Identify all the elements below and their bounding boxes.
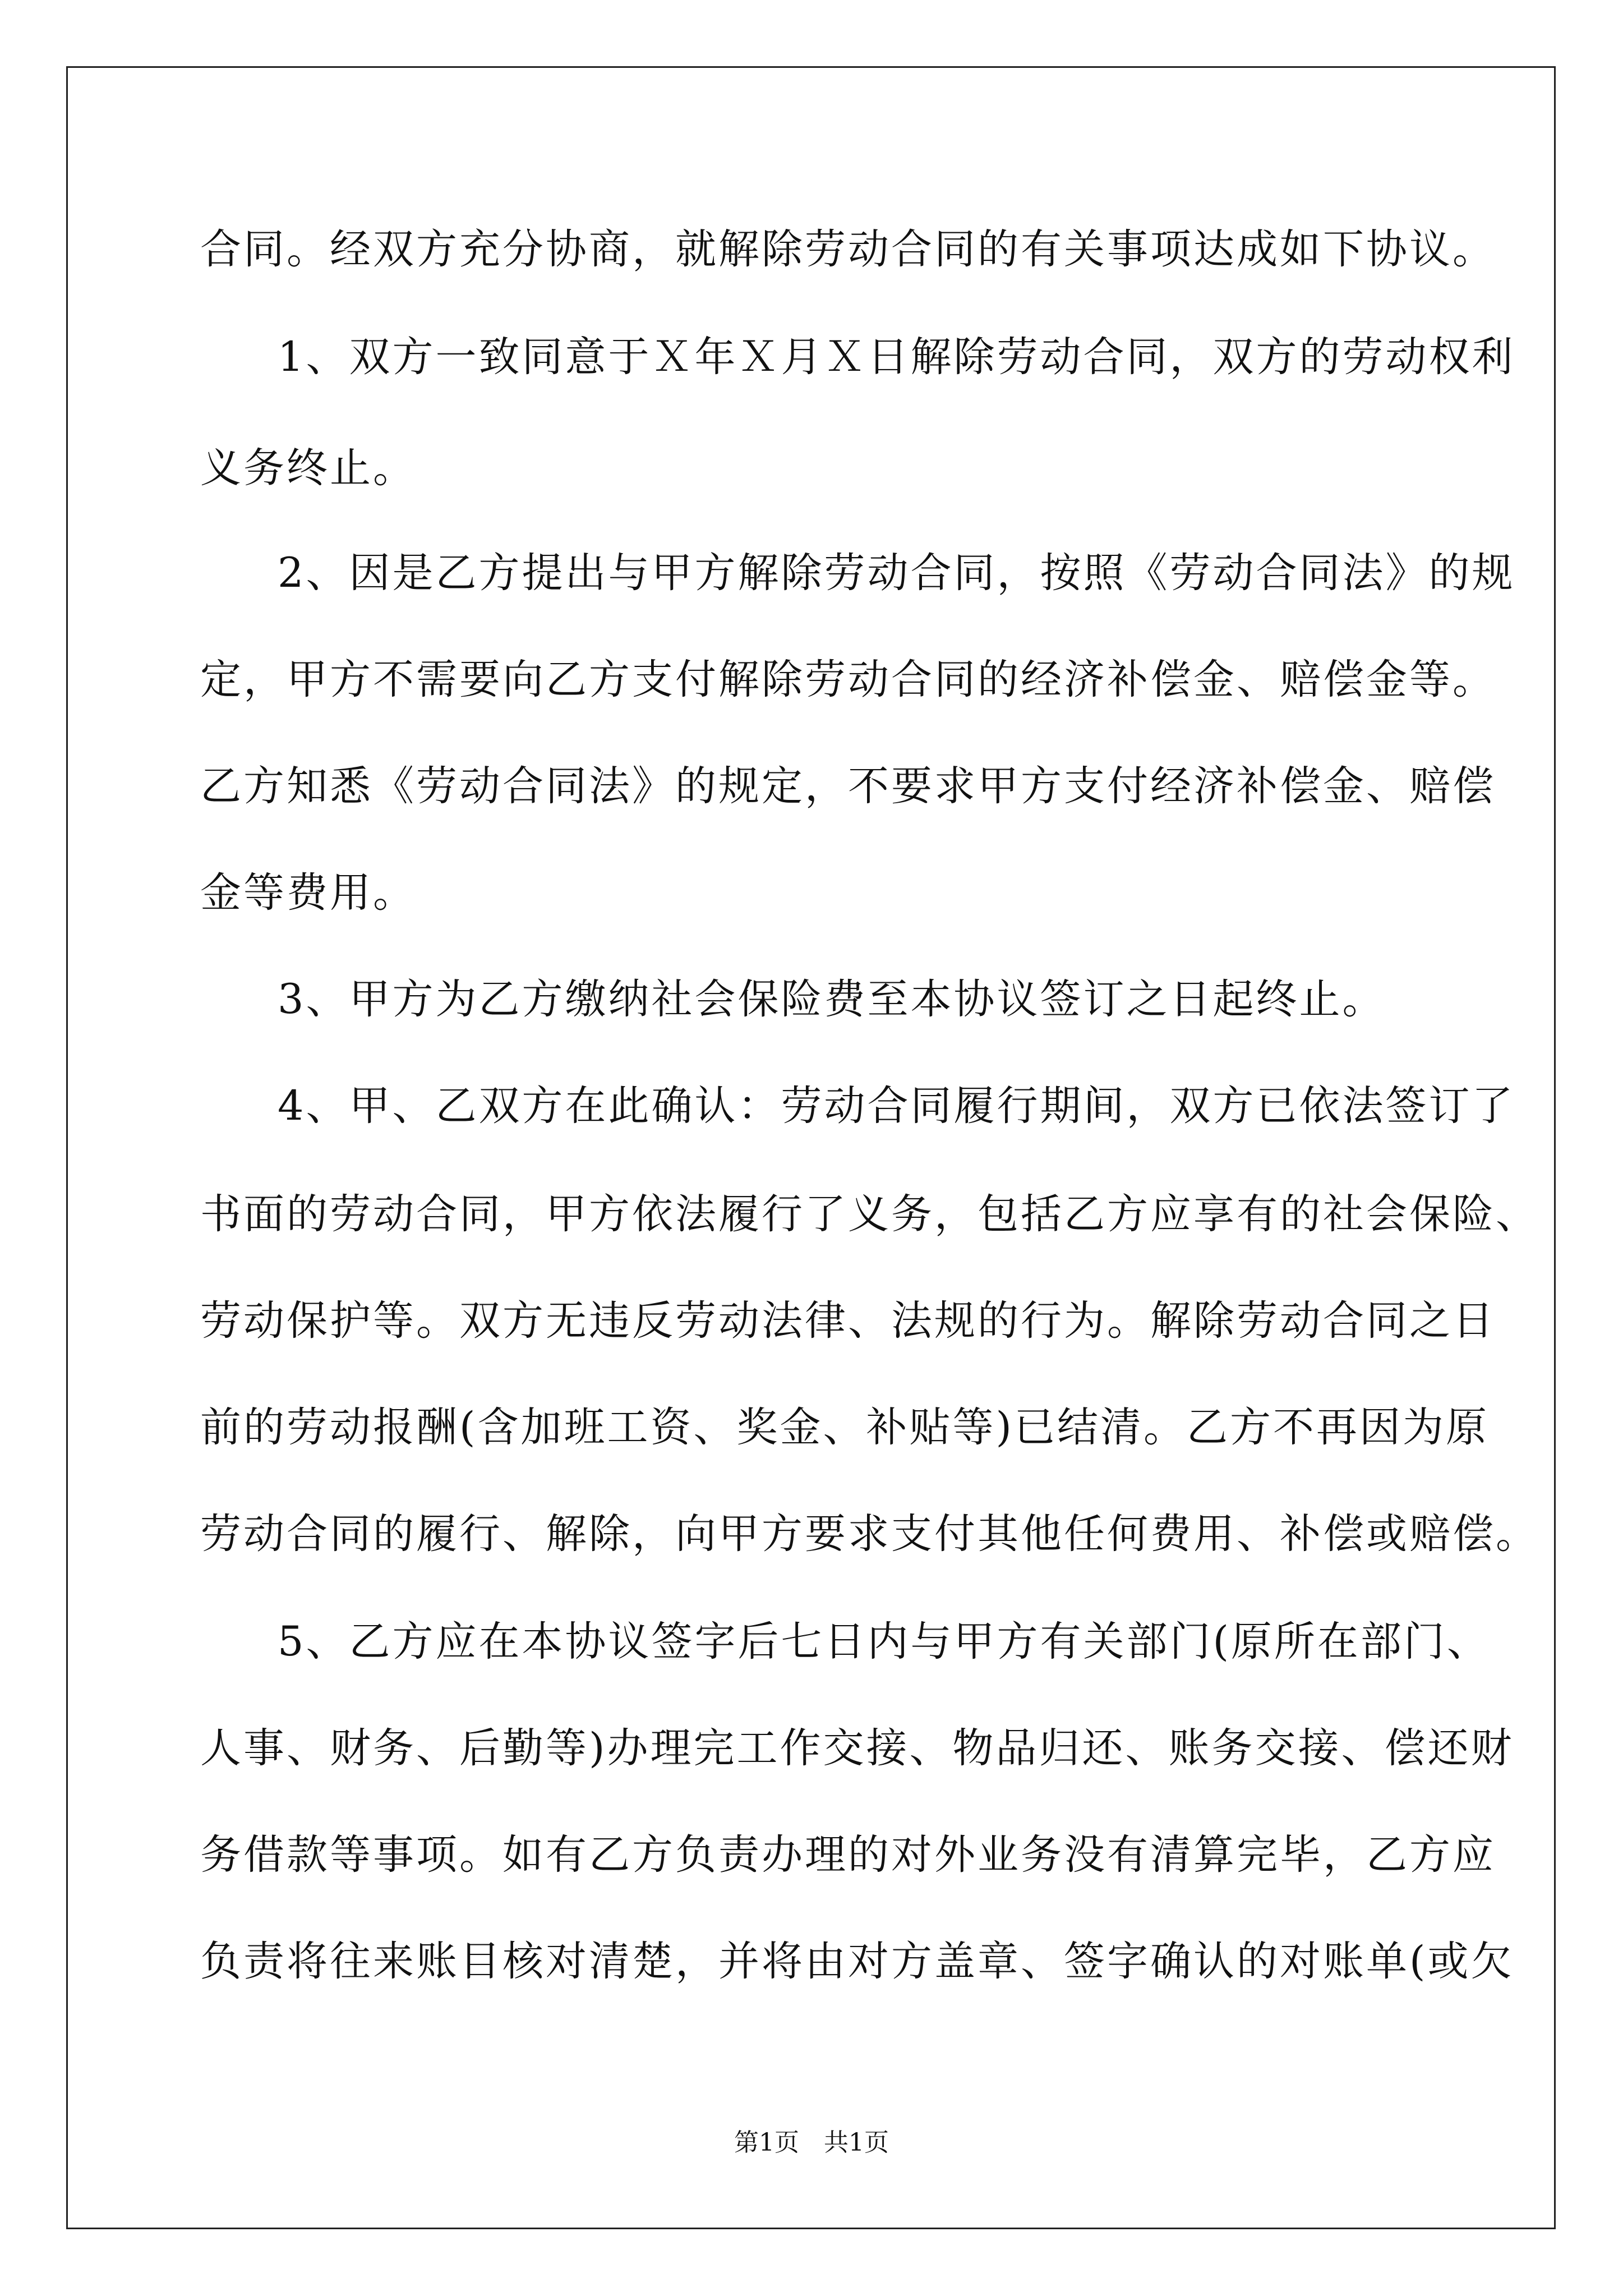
text-line: 劳动保护等。双方无违反劳动法律、法规的行为。解除劳动合同之日 xyxy=(200,1297,1496,1345)
text-line: 前的劳动报酬(含加班工资、奖金、补贴等)已结清。乙方不再因为原 xyxy=(200,1404,1489,1451)
text-line: 人事、财务、后勤等)办理完工作交接、物品归还、账务交接、偿还财 xyxy=(200,1724,1514,1772)
text-line: 负责将往来账目核对清楚，并将由对方盖章、签字确认的对账单(或欠 xyxy=(200,1938,1514,1985)
text-line: 3、甲方为乙方缴纳社会保险费至本协议签订之日起终止。 xyxy=(278,976,1386,1023)
text-line: 4、甲、乙双方在此确认：劳动合同履行期间，双方已依法签订了 xyxy=(278,1082,1515,1130)
text-line: 务借款等事项。如有乙方负责办理的对外业务没有清算完毕，乙方应 xyxy=(200,1831,1496,1879)
text-line: 合同。经双方充分协商，就解除劳动合同的有关事项达成如下协议。 xyxy=(200,226,1496,273)
page-border xyxy=(66,66,1556,2229)
text-line: 劳动合同的履行、解除，向甲方要求支付其他任何费用、补偿或赔偿。 xyxy=(200,1510,1539,1558)
text-line: 乙方知悉《劳动合同法》的规定，不要求甲方支付经济补偿金、赔偿 xyxy=(200,762,1496,810)
page-number-footer: 第1页 共1页 xyxy=(734,2128,889,2157)
text-line: 5、乙方应在本协议签字后七日内与甲方有关部门(原所在部门、 xyxy=(278,1618,1490,1665)
text-line: 1、双方一致同意于Ｘ年Ｘ月Ｘ日解除劳动合同，双方的劳动权利 xyxy=(278,333,1515,381)
text-line: 书面的劳动合同，甲方依法履行了义务，包括乙方应享有的社会保险、 xyxy=(200,1190,1539,1238)
text-line: 2、因是乙方提出与甲方解除劳动合同，按照《劳动合同法》的规 xyxy=(278,549,1515,597)
text-line: 定，甲方不需要向乙方支付解除劳动合同的经济补偿金、赔偿金等。 xyxy=(200,656,1496,703)
text-line: 义务终止。 xyxy=(200,444,416,492)
text-line: 金等费用。 xyxy=(200,869,416,917)
